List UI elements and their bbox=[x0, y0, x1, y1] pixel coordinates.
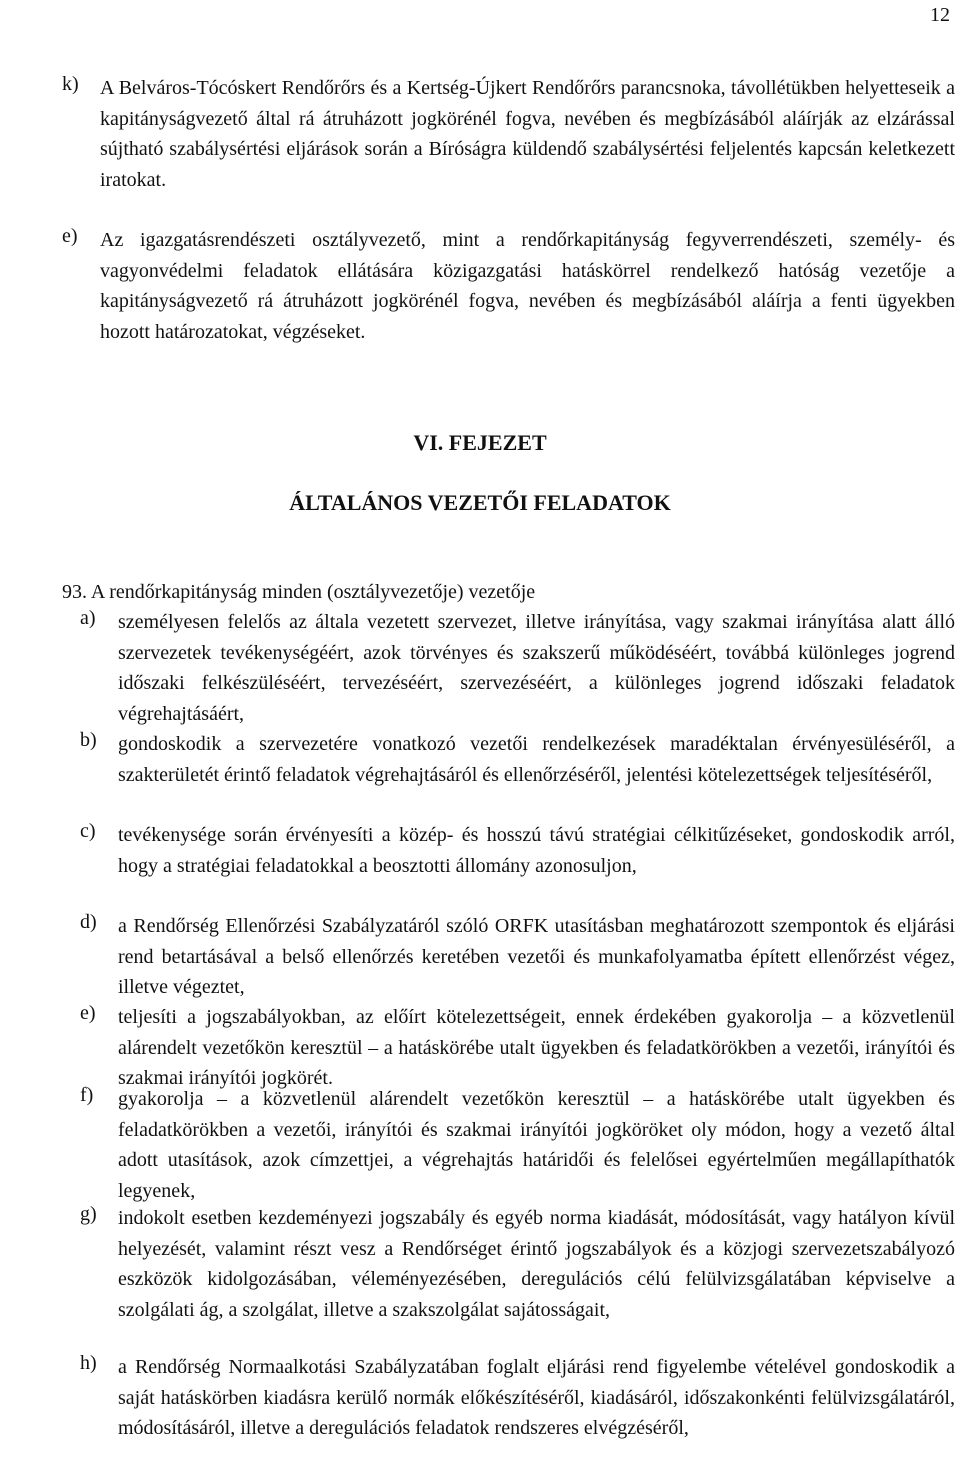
item-text: indokolt esetben kezdeményezi jogszabály és egyéb norma kiadását, módosítását, vagy hatályon kívül helyezését, valamint részt vesz a Rendőrséget érintő jogszabályok és a közjogi szervezetszabályozó eszközök kidolgozásában, véleményezésében, deregulációs célú felülvizsgálatában képviselve a szolgálati ág, a szolgálat, illetve a szakszolgálat sajátosságait, bbox=[118, 1207, 955, 1321]
list-item-c bbox=[80, 820, 955, 881]
item-text: gondoskodik a szervezetére vonatkozó vezetői rendelkezések maradéktalan érvényesüléséről, a szakterületét érintő feladatok végrehajtásáról és ellenőrzéséről, jelentési kötelezettségek teljesítéséről, bbox=[118, 733, 955, 786]
item-text: tevékenysége során érvényesíti a közép- és hosszú távú stratégiai célkitűzéseket, gondoskodik arról, hogy a stratégiai feladatokkal a beosztotti állomány azonosuljon, bbox=[118, 824, 955, 877]
chapter-title: ÁLTALÁNOS VEZETŐI FELADATOK bbox=[289, 490, 671, 515]
item-text: Az igazgatásrendészeti osztályvezető, mint a rendőrkapitányság fegyverrendészeti, személy- és vagyonvédelmi feladatok ellátására közigazgatási hatáskörrel rendelkező hatóság vezetője a kapitányságvezető rá átruházott jogkörénél fogva, nevében és megbízásából aláírja a fenti ügyekben hozott határozatokat, végzéseket. bbox=[100, 229, 955, 343]
section-93-list bbox=[80, 607, 955, 1457]
upper-section bbox=[62, 73, 955, 383]
item-letter: g) bbox=[80, 1203, 97, 1225]
item-text: a Rendőrség Ellenőrzési Szabályzatáról szóló ORFK utasításban meghatározott szempontok és eljárási rend betartásával a belső ellenőrzés keretében vezetői és munkafolyamatba épített ellenőrzést végez, illetve végeztet, bbox=[118, 915, 955, 998]
item-letter: b) bbox=[80, 729, 97, 751]
item-letter: a) bbox=[80, 607, 96, 629]
list-item-e bbox=[62, 225, 955, 347]
item-letter: f) bbox=[80, 1084, 94, 1106]
list-item-d bbox=[80, 911, 955, 1003]
item-text: A Belváros-Tócóskert Rendőrőrs és a Kertség-Újkert Rendőrőrs parancsnoka, távollétükben helyetteseik a kapitányságvezető által rá átruházott jogkörénél fogva, nevében és megbízásából aláírják az elzárással sújtható szabálysértési eljárások során a Bíróságra küldendő szabálysértési feljelentés kapcsán keletkezett iratokat. bbox=[100, 77, 955, 191]
item-letter: k) bbox=[62, 73, 79, 95]
item-letter: c) bbox=[80, 820, 96, 842]
item-text: gyakorolja – a közvetlenül alárendelt vezetőkön keresztül – a hatáskörébe utalt ügyekben és feladatkörökben a vezetői, irányítói és szakmai irányítói jogköröket oly módon, hogy a vezető által adott utasítások, azok címzettjei, a végrehajtás határidői és felelősei egyértelműen megállapíthatók legyenek, bbox=[118, 1088, 955, 1202]
item-text: teljesíti a jogszabályokban, az előírt kötelezettségeit, ennek érdekében gyakorolja – a közvetlenül alárendelt vezetőkön keresztül – a hatáskörébe utalt ügyekben és feladatkörökben a vezetői, irányítói és szakmai irányítói jogkörét. bbox=[118, 1006, 955, 1089]
list-item-g bbox=[80, 1203, 955, 1325]
list-item-a bbox=[80, 607, 955, 729]
list-item-b bbox=[80, 729, 955, 790]
page-number: 12 bbox=[930, 4, 950, 26]
item-text: személyesen felelős az általa vezetett szervezet, illetve irányítása, vagy szakmai irányítása alatt álló szervezetek tevékenységéért, azok törvényes és szakszerű működéséért, továbbá különleges jogrend időszaki felkészüléséért, tervezéséért, szervezéséért, a különleges jogrend időszaki feladatok végrehajtásáért, bbox=[118, 611, 955, 725]
list-item-e2 bbox=[80, 1002, 955, 1094]
item-letter: h) bbox=[80, 1352, 97, 1374]
chapter-number: VI. FEJEZET bbox=[413, 430, 547, 455]
list-item-h bbox=[80, 1352, 955, 1444]
section-lead: 93. A rendőrkapitányság minden (osztályvezetője) vezetője bbox=[62, 581, 536, 603]
item-letter: e) bbox=[62, 225, 78, 247]
list-item-k bbox=[62, 73, 955, 195]
item-letter: d) bbox=[80, 911, 97, 933]
item-letter: e) bbox=[80, 1002, 96, 1024]
item-text: a Rendőrség Normaalkotási Szabályzatában foglalt eljárási rend figyelembe vételével gondoskodik a saját hatáskörben kiadásra kerülő normák előkészítéséről, kiadásáról, időszakonkénti felülvizsgálatáról, módosításáról, illetve a deregulációs feladatok rendszeres elvégzéséről, bbox=[118, 1356, 955, 1439]
list-item-f bbox=[80, 1084, 955, 1206]
